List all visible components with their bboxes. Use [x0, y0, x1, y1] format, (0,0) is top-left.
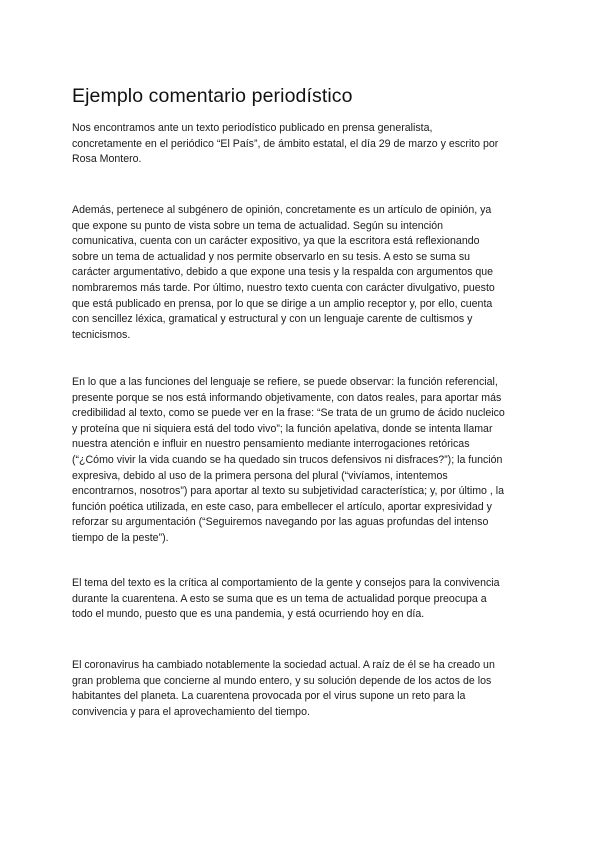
paragraph-line: con sencillez léxica, gramatical y estructural y con un lenguaje carente de cultismos y: [72, 313, 473, 326]
paragraph-line: todo el mundo, puesto que es una pandemia, y está ocurriendo hoy en día.: [72, 608, 425, 621]
paragraph-line: tecnicismos.: [72, 328, 131, 341]
paragraph-line: Además, pertenece al subgénero de opinión, concretamente es un artículo de opinión, ya: [72, 204, 492, 216]
paragraph-line: que expone su punto de vista sobre un tema de actualidad. Según su intención: [72, 219, 444, 232]
paragraph-line: Nos encontramos ante un texto periodístico publicado en prensa generalista,: [72, 122, 433, 134]
paragraph-line: gran problema que concierne al mundo entero, y su solución depende de los actos de los: [72, 674, 492, 687]
paragraph-line: En lo que a las funciones del lenguaje se refiere, se puede observar: la función referencial,: [72, 376, 498, 388]
paragraph-line: El tema del texto es la crítica al comportamiento de la gente y consejos para la convivencia: [72, 577, 500, 589]
document-title: Ejemplo comentario periodístico: [72, 85, 353, 107]
paragraph-line: tiempo de la peste”).: [72, 531, 169, 544]
paragraph-line: nombraremos más tarde. Por último, nuestro texto cuenta con carácter divulgativo, puesto: [72, 281, 495, 294]
paragraph-line: Rosa Montero.: [72, 153, 142, 166]
paragraph-line: nuestra atención e influir en nuestro pensamiento mediante interrogaciones retóricas: [72, 438, 470, 451]
paragraph-language-functions: [72, 375, 532, 547]
paragraph-line: encontrarnos, nosotros”) para aportar al texto su subjetividad característica; y, por último , la: [72, 485, 504, 498]
paragraph-conclusion: [72, 658, 532, 720]
paragraph-line: convivencia y para el aprovechamiento del tiempo.: [72, 705, 310, 718]
paragraph-line: comunicativa, cuenta con un carácter expositivo, ya que la escritora está reflexionando: [72, 235, 480, 248]
paragraph-introduction: [72, 121, 532, 168]
paragraph-line: función poética utilizada, en este caso, para embellecer el artículo, aportar expresividad y: [72, 500, 492, 513]
paragraph-line: y proteína que ni siquiera está del todo vivo”; la función apelativa, donde se intenta llamar: [72, 422, 493, 435]
paragraph-line: presente porque se nos está informando objetivamente, con datos reales, para aportar más: [72, 391, 502, 404]
paragraph-line: sobre un tema de actualidad y nos permite observarlo en su tesis. A esto se suma su: [72, 250, 471, 263]
paragraph-genre: [72, 203, 532, 343]
paragraph-line: carácter argumentativo, debido a que expone una tesis y la respalda con argumentos que: [72, 266, 494, 279]
paragraph-line: durante la cuarentena. A esto se suma que es un tema de actualidad porque preocupa a: [72, 592, 487, 605]
paragraph-line: credibilidad al texto, como se puede ver en la frase: “Se trata de un grumo de ácido nucleico: [72, 407, 505, 420]
paragraph-line: reforzar su argumentación (“Seguiremos navegando por las aguas profundas del intenso: [72, 516, 489, 529]
paragraph-theme: [72, 576, 532, 623]
paragraph-line: concretamente en el periódico “El País”, de ámbito estatal, el día 29 de marzo y escrito por: [72, 137, 499, 150]
paragraph-line: El coronavirus ha cambiado notablemente la sociedad actual. A raíz de él se ha creado un: [72, 659, 495, 671]
paragraph-line: expresiva, debido al uso de la primera persona del plural (“vivíamos, intentemos: [72, 469, 448, 482]
paragraph-line: habitantes del planeta. La cuarentena provocada por el virus supone un reto para la: [72, 690, 466, 703]
paragraph-line: (“¿Cómo vivir la vida cuando se ha quedado sin trucos defensivos ni disfraces?”); la función: [72, 453, 503, 466]
paragraph-line: que está publicado en prensa, por lo que se dirige a un amplio receptor y, por ello, cuenta: [72, 297, 493, 310]
